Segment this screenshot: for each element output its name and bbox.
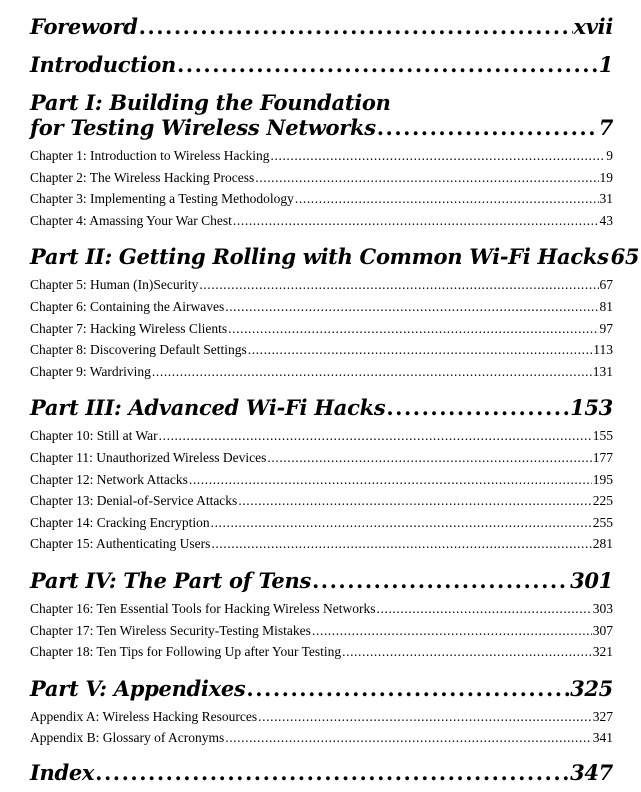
toc-entry-index — [30, 760, 613, 785]
dot-leader — [238, 490, 591, 512]
dot-leader — [225, 296, 598, 318]
toc-entry-chapter-9 — [30, 361, 613, 383]
toc-entry-part-1-line1 — [30, 90, 613, 115]
dot-leader — [177, 52, 598, 77]
toc-entry-chapter-6 — [30, 296, 613, 318]
toc-entry-chapter-4 — [30, 210, 613, 232]
dot-leader — [139, 14, 573, 39]
page-number: 131 — [592, 363, 613, 379]
page-number: xvii — [573, 14, 613, 39]
entry-label: Introduction — [30, 52, 176, 77]
page-number: 177 — [592, 449, 613, 465]
toc-entry-appendix-a — [30, 706, 613, 728]
dot-leader — [267, 447, 591, 469]
page-number: 31 — [599, 191, 613, 207]
entry-label: Foreword — [30, 14, 138, 39]
page-number: 225 — [592, 493, 613, 509]
page-number: 97 — [599, 320, 613, 336]
dot-leader — [211, 533, 591, 555]
entry-label: Chapter 10: Still at War — [30, 428, 158, 444]
dot-leader — [246, 676, 569, 701]
dot-leader — [312, 620, 592, 642]
page-number: 301 — [570, 567, 613, 593]
toc-entry-chapter-2 — [30, 167, 613, 189]
entry-label: Part III: Advanced Wi-Fi Hacks — [30, 395, 386, 421]
entry-label: Chapter 16: Ten Essential Tools for Hacking Wireless Networks — [30, 600, 376, 616]
entry-label: Chapter 4: Amassing Your War Chest — [30, 212, 232, 228]
entry-label: Part V: Appendixes — [30, 675, 246, 701]
toc-entry-chapter-14 — [30, 512, 613, 534]
entry-label: Chapter 3: Implementing a Testing Methodology — [30, 191, 294, 207]
toc-entry-part-1-line2 — [30, 115, 613, 140]
page-number: 195 — [592, 471, 613, 487]
page-number: 9 — [606, 148, 613, 163]
page-number: 321 — [592, 644, 613, 660]
dot-leader — [377, 115, 598, 140]
page-number: 43 — [599, 212, 613, 228]
toc-entry-chapter-17 — [30, 620, 613, 642]
dot-leader — [159, 425, 592, 447]
page-number: 325 — [570, 675, 613, 701]
toc-entry-chapter-13 — [30, 490, 613, 512]
entry-label: Appendix A: Wireless Hacking Resources — [30, 708, 258, 724]
entry-label: Chapter 18: Ten Tips for Following Up after Your Testing — [30, 644, 342, 660]
toc-entry-chapter-3 — [30, 188, 613, 210]
toc-entry-chapter-5 — [30, 274, 613, 296]
entry-label: Chapter 11: Unauthorized Wireless Devices — [30, 449, 267, 465]
dot-leader — [248, 339, 593, 361]
toc-entry-chapter-18 — [30, 641, 613, 663]
dot-leader — [377, 598, 592, 620]
toc-entry-chapter-8 — [30, 339, 613, 361]
page-number: 113 — [593, 342, 613, 358]
dot-leader — [258, 706, 592, 728]
entry-label: Part I: Building the Foundation — [30, 90, 391, 115]
toc-entry-part-4 — [30, 568, 613, 593]
entry-label: Chapter 6: Containing the Airwaves — [30, 298, 225, 314]
page-number: 7 — [598, 115, 613, 140]
toc-entry-chapter-7 — [30, 318, 613, 340]
dot-leader — [211, 512, 592, 534]
page-number: 81 — [599, 298, 613, 314]
page-number: 255 — [592, 514, 613, 530]
dot-leader — [95, 760, 569, 785]
page-number: 341 — [592, 730, 613, 746]
page-number: 281 — [592, 536, 613, 552]
entry-label: Appendix B: Glossary of Acronyms — [30, 730, 225, 746]
toc-entry-chapter-11 — [30, 447, 613, 469]
toc-entry-chapter-1 — [30, 145, 613, 167]
page-number: 347 — [570, 759, 613, 785]
toc-entry-chapter-15 — [30, 533, 613, 555]
entry-label: Chapter 7: Hacking Wireless Clients — [30, 320, 228, 336]
dot-leader — [228, 318, 598, 340]
dot-leader — [312, 568, 569, 593]
dot-leader — [295, 188, 599, 210]
dot-leader — [189, 469, 592, 491]
toc-entry-foreword — [30, 14, 613, 39]
dot-leader — [152, 361, 592, 383]
entry-label: Part IV: The Part of Tens — [30, 567, 311, 593]
entry-label: for Testing Wireless Networks — [30, 115, 376, 140]
toc-entry-appendix-b — [30, 727, 613, 749]
entry-label: Chapter 5: Human (In)Security — [30, 277, 199, 293]
entry-label: Chapter 1: Introduction to Wireless Hacking — [30, 148, 270, 163]
page-number: 1 — [598, 52, 613, 77]
page-number: 155 — [592, 428, 613, 444]
entry-label: Chapter 12: Network Attacks — [30, 471, 188, 487]
entry-label: Part II: Getting Rolling with Common Wi-Fi Hacks — [30, 244, 609, 270]
entry-label: Index — [30, 759, 95, 785]
toc-entry-introduction — [30, 52, 613, 77]
entry-label: Chapter 17: Ten Wireless Security-Testing Mistakes — [30, 622, 311, 638]
page-number: 307 — [592, 622, 613, 638]
dot-leader — [342, 641, 592, 663]
toc-entry-chapter-12 — [30, 469, 613, 491]
page-number: 67 — [599, 277, 613, 293]
dot-leader — [386, 395, 569, 420]
page-number: 19 — [599, 169, 613, 185]
page-number: 327 — [592, 708, 613, 724]
dot-leader — [199, 274, 598, 296]
toc-entry-part-2 — [30, 244, 640, 270]
dot-leader — [255, 167, 598, 189]
toc-entry-part-5 — [30, 676, 613, 701]
entry-label: Chapter 8: Discovering Default Settings — [30, 342, 247, 358]
entry-label: Chapter 2: The Wireless Hacking Process — [30, 169, 255, 185]
toc-entry-chapter-16 — [30, 598, 613, 620]
dot-leader — [271, 145, 606, 167]
page-number: 303 — [592, 600, 613, 616]
page-number: 153 — [570, 395, 613, 421]
entry-label: Chapter 15: Authenticating Users — [30, 536, 211, 552]
entry-label: Chapter 14: Cracking Encryption — [30, 514, 210, 530]
page-number: 65 — [610, 244, 640, 270]
toc-entry-part-3 — [30, 395, 613, 420]
entry-label: Chapter 9: Wardriving — [30, 363, 151, 379]
dot-leader — [233, 210, 599, 232]
toc-entry-chapter-10 — [30, 425, 613, 447]
entry-label: Chapter 13: Denial-of-Service Attacks — [30, 493, 238, 509]
dot-leader — [225, 727, 592, 749]
